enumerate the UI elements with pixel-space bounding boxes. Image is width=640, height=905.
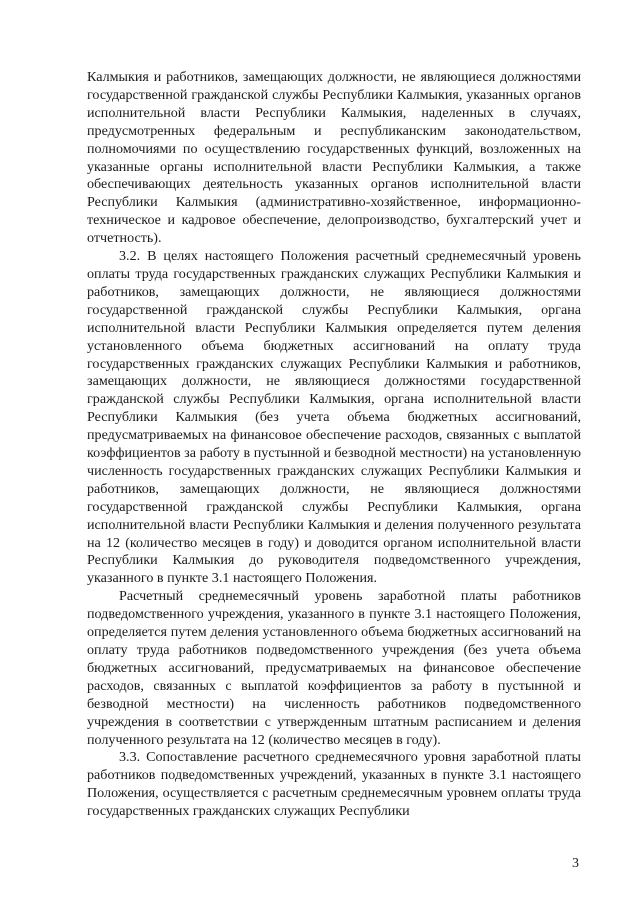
paragraph-3-3: 3.3. Сопоставление расчетного среднемесячного уровня заработной платы работников подведомственных учреждений, указанных в пункте 3.1 настоящего Положения, осуществляется с расчетным среднемесячным уровнем оплаты труда государственных гражданских служащих Республики — [87, 749, 581, 820]
paragraph-continuation: Калмыкия и работников, замещающих должности, не являющиеся должностями государственной гражданской службы Республики Калмыкия, указанных органов исполнительной власти Республики Калмыкия, наделенных в случаях, предусмотренных федеральным и республиканским законодательством, полномочиями по осуществлению государственных функций, возложенных на указанные органы исполнительной власти Республики Калмыкия, а также обеспечивающих деятельность указанных органов исполнительной власти Республики Калмыкия (административно-хозяйственное, информационно-техническое и кадровое обеспечение, делопроизводство, бухгалтерский учет и отчетность). — [87, 69, 581, 247]
paragraph-salary-level: Расчетный среднемесячный уровень заработной платы работников подведомственного учреждения, указанного в пункте 3.1 настоящего Положения, определяется путем деления установленного объема бюджетных ассигнований на оплату труда работников подведомственного учреждения (без учета объема бюджетных ассигнований, предусматриваемых на финансовое обеспечение расходов, связанных с выплатой коэффициентов за работу в пустынной и безводной местности) на численность работников подведомственного учреждения в соответствии с утвержденным штатным расписанием и деления полученного результата на 12 (количество месяцев в году). — [87, 588, 581, 748]
document-body — [87, 69, 581, 821]
paragraph-3-2: 3.2. В целях настоящего Положения расчетный среднемесячный уровень оплаты труда государственных гражданских служащих Республики Калмыкия и работников, замещающих должности, не являющиеся должностями государственной гражданской службы Республики Калмыкия, органа исполнительной власти Республики Калмыкия определяется путем деления установленного объема бюджетных ассигнований на оплату труда государственных гражданских служащих Республики Калмыкия и работников, замещающих должности, не являющиеся должностями государственной гражданской службы Республики Калмыкия, органа исполнительной власти Республики Калмыкия (без учета объема бюджетных ассигнований, предусматриваемых на финансовое обеспечение расходов, связанных с выплатой коэффициентов за работу в пустынной и безводной местности) на установленную численность государственных гражданских служащих Республики Калмыкия и работников, замещающих должности, не являющиеся должностями государственной гражданской службы Республики Калмыкия, органа исполнительной власти Республики Калмыкия и деления полученного результата на 12 (количество месяцев в году) и доводится органом исполнительной власти Республики Калмыкия до руководителя подведомственного учреждения, указанного в пункте 3.1 настоящего Положения. — [87, 248, 581, 587]
page-number: 3 — [572, 856, 579, 871]
